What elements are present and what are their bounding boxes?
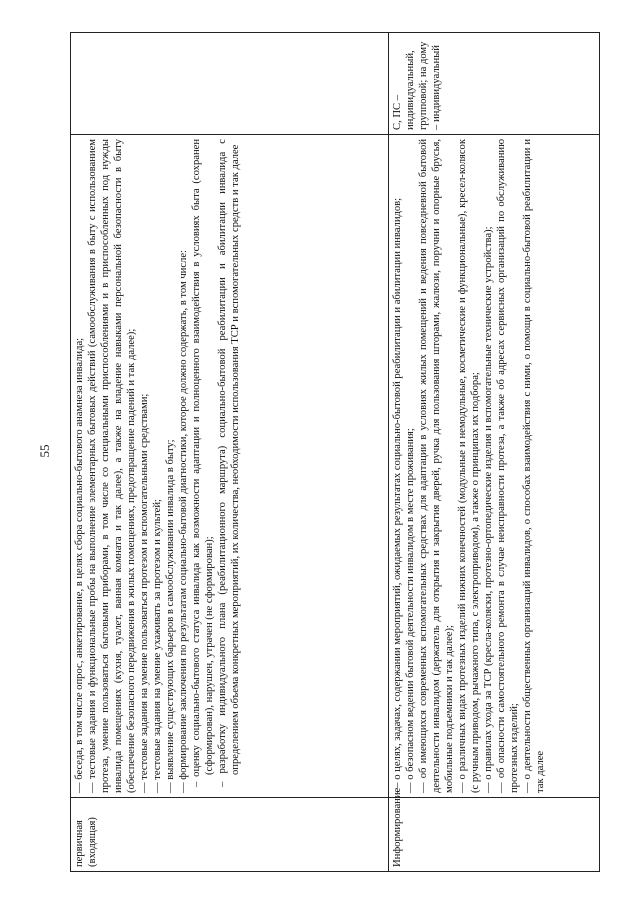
rotated-table-wrapper [70,32,600,872]
table-row [71,33,389,872]
form-cell [71,33,389,135]
content-cell [389,135,600,798]
list-item: — тестовые задания на умение ухаживать за протезом и культей; [152,499,163,793]
page-number: 55 [37,444,52,458]
list-item: — об имеющихся современных вспомогательных средствах для адаптации в условиях жилых помещений и ведения повседневной бытовой деятельности инвалидом (держатель для открытия и закрытия дверей, ручка для пользования шторами, жалюзи, поручни и опорные брусья, мобильные подъемники и так далее); [418,139,455,793]
list-item: — об опасности самостоятельного ремонта в случае неисправности протеза, а также об адресах сервисных организаций по обслуживанию протезных изделий; [496,139,520,793]
content-cell [71,135,389,798]
rehabilitation-table [70,32,600,872]
list-item: — о целях, задачах, содержании мероприятий, ожидаемых результатах социально-бытовой реабилитации и абилитации инвалидов; [392,197,403,793]
list-item: — тестовые задания на умение пользоваться протезом и вспомогательными средствами; [139,393,150,793]
list-item: — о правилах ухода за ТСР (кресла-коляски, протезно-ортопедические изделия и вспомогательные технические устройства); [483,226,494,793]
list-item: — о различных видах протезных изделий нижних конечностей (модульные и немодульные, косметические и функциональные), кресел-колясок (с ручным приводом, рычажного типа, с электроприводом), а также о принципах их подбора; [457,139,481,793]
sub-list-item: – оценку социально-бытового статуса инвалида как возможности адаптации и полноценного взаимодействия в условиях быта (сохранен (сформирован), нарушен, утрачен (не сформирован); [191,139,215,787]
stage-cell: первичная (входящая) [71,798,389,872]
list-item: — о деятельности общественных организаций инвалидов, о способах взаимодействия с ними, о помощи в социально-бытовой реабилитации и так далее [522,139,546,793]
list-item: — тестовые задания и функциональные пробы на выполнение элементарных бытовых действий (самообслуживания в быту с использованием протеза, умение пользоваться бытовыми приборами, в том числе со специальными приспособлениями и в приспособленных под нужды инвалида помещениях (кухня, туалет, ванная комната и так далее), а также на владение навыками персональной безопасности в быту (обеспечение безопасного передвижения в жилых помещениях, предотвращение падений и так далее); [87,139,137,793]
list-item: — беседа, в том числе опрос, анкетирование, в целях сбора социально-бытового анамнеза инвалида; [74,337,85,793]
sub-list-item: – разработку индивидуального плана (реабилитационного маршрута) социально-бытовой реабилитации и абилитации инвалида с определением объема конкретных мероприятий, их количества, необходимости использования ТСР и вспомогательных средств и так далее [217,139,241,787]
list-item: — формирование заключения по результатам социально-бытовой диагностики, которое должно содержать, в том числе: [178,250,189,793]
stage-cell: Информирование [389,798,600,872]
form-cell: С, ПС – индивидуальный, групповой; на дому – индивидуальный [389,33,600,135]
rotated-table [70,32,600,872]
table-row [389,33,600,872]
list-item: — о безопасном ведении бытовой деятельности инвалидом в месте проживания; [405,428,416,793]
list-item: — выявление существующих барьеров в самообслуживании инвалида в быту; [165,439,176,793]
